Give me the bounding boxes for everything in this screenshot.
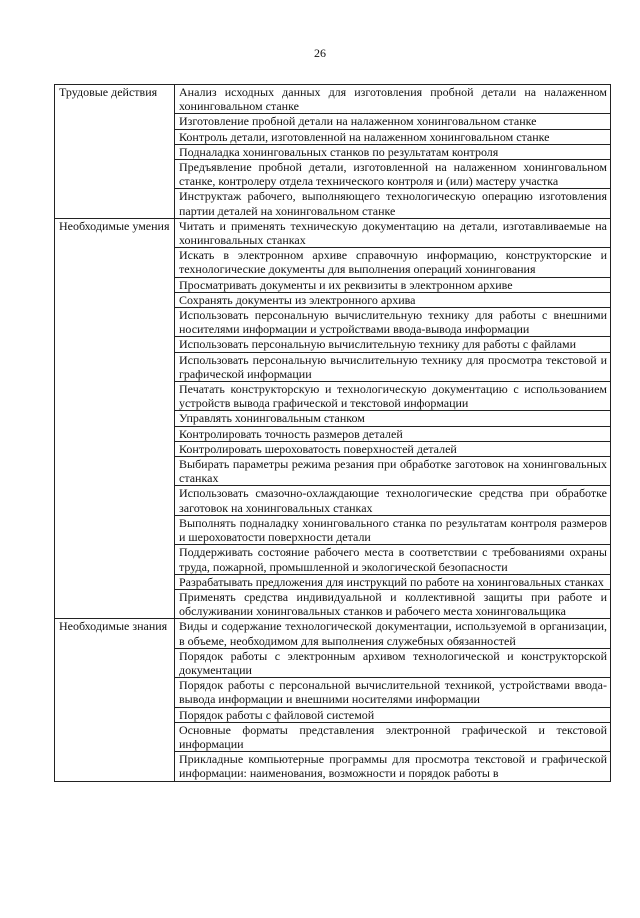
table-cell: Контроль детали, изготовленной на налаженном хонинговальном станке (175, 129, 611, 144)
table-cell: Поддерживать состояние рабочего места в соответствии с требованиями охраны труда, пожарной, промышленной и экологической безопасности (175, 545, 611, 574)
table-cell: Порядок работы с персональной вычислительной техникой, устройствами ввода-вывода информации и внешними носителями информации (175, 678, 611, 707)
table-cell: Прикладные компьютерные программы для просмотра текстовой и графической информации: наименования, возможности и порядок работы в (175, 752, 611, 781)
section-label: Необходимые знания (55, 619, 175, 781)
table-row (55, 85, 611, 114)
table-cell: Виды и содержание технологической документации, используемой в организации, в объеме, необходимом для выполнения служебных обязанностей (175, 619, 611, 648)
table-cell: Просматривать документы и их реквизиты в электронном архиве (175, 277, 611, 292)
table-cell: Разрабатывать предложения для инструкций по работе на хонинговальных станках (175, 574, 611, 589)
table-cell: Порядок работы с файловой системой (175, 707, 611, 722)
section-label: Необходимые умения (55, 218, 175, 618)
table-cell: Использовать персональную вычислительную технику для работы с файлами (175, 337, 611, 352)
table-cell: Контролировать точность размеров деталей (175, 426, 611, 441)
table-cell: Читать и применять техническую документацию на детали, изготавливаемые на хонинговальных станках (175, 218, 611, 247)
table-row (55, 218, 611, 247)
table-cell: Изготовление пробной детали на налаженном хонинговальном станке (175, 114, 611, 129)
competency-table-body (55, 85, 611, 782)
table-cell: Инструктаж рабочего, выполняющего технологическую операцию изготовления партии деталей на хонинговальном станке (175, 189, 611, 218)
table-cell: Подналадка хонинговальных станков по результатам контроля (175, 144, 611, 159)
table-row (55, 619, 611, 648)
table-cell: Использовать персональную вычислительную технику для работы с внешними носителями информации и устройствами ввода-вывода информации (175, 308, 611, 337)
table-cell: Выполнять подналадку хонинговального станка по результатам контроля размеров и шероховатости поверхности детали (175, 515, 611, 544)
table-cell: Предъявление пробной детали, изготовленной на налаженном хонинговальном станке, контролеру отдела технического контроля и (или) мастеру участка (175, 160, 611, 189)
table-cell: Контролировать шероховатость поверхностей деталей (175, 441, 611, 456)
table-cell: Основные форматы представления электронной графической и текстовой информации (175, 722, 611, 751)
page-number: 26 (314, 46, 326, 60)
competency-table (54, 84, 611, 782)
table-cell: Выбирать параметры режима резания при обработке заготовок на хонинговальных станках (175, 457, 611, 486)
table-cell: Использовать смазочно-охлаждающие технологические средства при обработке заготовок на хонинговальных станках (175, 486, 611, 515)
table-cell: Искать в электронном архиве справочную информацию, конструкторские и технологические документы для выполнения операций хонингования (175, 248, 611, 277)
table-cell: Порядок работы с электронным архивом технологической и конструкторской документации (175, 648, 611, 677)
section-label: Трудовые действия (55, 85, 175, 219)
table-cell: Печатать конструкторскую и технологическую документацию с использованием устройств вывода графической и текстовой информации (175, 382, 611, 411)
table-cell: Сохранять документы из электронного архива (175, 292, 611, 307)
table-cell: Управлять хонинговальным станком (175, 411, 611, 426)
table-cell: Анализ исходных данных для изготовления пробной детали на налаженном хонинговальном станке (175, 85, 611, 114)
table-cell: Использовать персональную вычислительную технику для просмотра текстовой и графической информации (175, 352, 611, 381)
table-cell: Применять средства индивидуальной и коллективной защиты при работе и обслуживании хонинговальных станков и рабочего места хонинговальщика (175, 589, 611, 618)
